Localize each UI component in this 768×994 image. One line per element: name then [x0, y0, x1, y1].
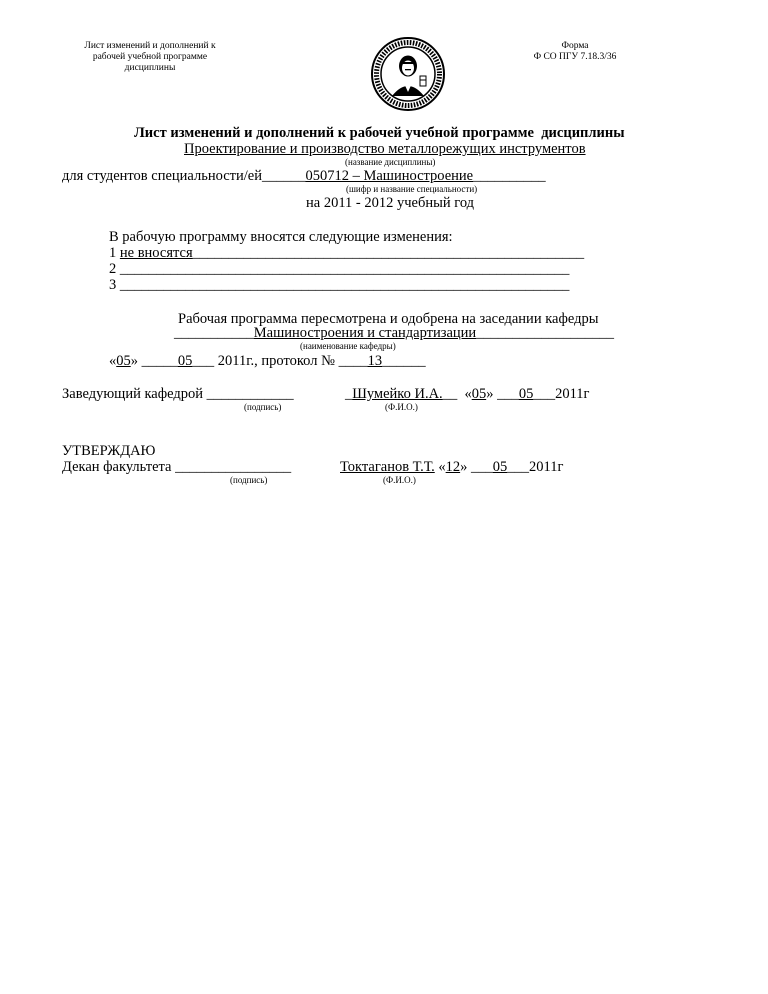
- protocol-no-fill-after: ______: [382, 353, 426, 369]
- dean-day-close: » ___: [460, 459, 493, 475]
- discipline-name: Проектирование и производство металлорежущих инструментов: [184, 141, 586, 157]
- department-fill-before: ___________: [174, 325, 254, 341]
- dean-name-date-line: [340, 459, 563, 475]
- dean-month-fill: ___: [507, 459, 529, 475]
- department-line: [174, 325, 614, 341]
- change-item-2-number: 2: [109, 261, 120, 277]
- academic-year: на 2011 - 2012 учебный год: [306, 195, 475, 211]
- change-item-3-number: 3: [109, 277, 120, 293]
- dean-day: 12: [445, 459, 461, 475]
- changes-intro: В рабочую программу вносятся следующие изменения:: [109, 229, 453, 245]
- protocol-line: [109, 353, 426, 369]
- date-open-quote: «: [109, 353, 117, 369]
- head-signature-fill: ____________: [203, 386, 294, 402]
- department-fill-after: ___________________: [476, 325, 614, 341]
- form-label: Форма: [561, 41, 589, 51]
- protocol-no-fill-before: ____: [334, 353, 368, 369]
- head-name-fill-after: __ «: [442, 386, 472, 402]
- head-label: Заведующий кафедрой: [62, 386, 204, 402]
- department-name: Машиностроения и стандартизации: [253, 325, 477, 341]
- head-day-close: » ___: [486, 386, 519, 402]
- students-prefix: для студентов специальности/ей: [62, 168, 262, 184]
- specialty-fill-before: ______: [261, 168, 306, 184]
- specialty-fill-after: __________: [473, 168, 546, 184]
- approval-statement: Рабочая программа пересмотрена и одобрена на заседании кафедры: [178, 311, 599, 327]
- header-left-block: [60, 41, 240, 74]
- document-title: Лист изменений и дополнений к рабочей учебной программе дисциплины: [134, 125, 625, 141]
- protocol-month-fill: ___: [192, 353, 218, 369]
- dean-label: Декан факультета: [62, 459, 172, 475]
- department-caption: (наименование кафедры): [300, 341, 396, 351]
- change-item-1-fill: ______________________________________________________: [192, 245, 585, 261]
- protocol-number: 13: [367, 353, 383, 369]
- protocol-year-text: 2011г., протокол №: [217, 353, 335, 369]
- dean-year: 2011г: [529, 459, 564, 475]
- approve-heading: УТВЕРЖДАЮ: [62, 443, 156, 459]
- date-close-quote: » _____: [130, 353, 178, 369]
- specialty-caption: (шифр и название специальности): [346, 184, 478, 194]
- change-item-1-text: не вносятся: [119, 245, 193, 261]
- head-day: 05: [471, 386, 487, 402]
- header-left-line3: дисциплины: [124, 63, 176, 73]
- protocol-day: 05: [116, 353, 131, 369]
- head-name-date-line: [345, 386, 589, 402]
- head-name-caption: (Ф.И.О.): [385, 402, 418, 412]
- header-left-line1: Лист изменений и дополнений к: [84, 41, 216, 51]
- head-year: 2011г: [555, 386, 590, 402]
- change-item-2: [109, 261, 569, 277]
- header-right-block: [500, 41, 650, 63]
- form-code: Ф СО ПГУ 7.18.3/36: [533, 52, 617, 62]
- university-seal-icon: [362, 18, 438, 94]
- dean-month: 05: [492, 459, 508, 475]
- change-item-1: [109, 245, 584, 261]
- head-name: Шумейко И.А.: [352, 386, 443, 402]
- head-signature-caption: (подпись): [244, 402, 282, 412]
- specialty-line: [62, 168, 546, 184]
- dean-name-caption: (Ф.И.О.): [383, 475, 416, 485]
- dean-signature-caption: (подпись): [230, 475, 268, 485]
- dean-name: Токтаганов Т.Т.: [340, 459, 435, 475]
- change-item-2-fill: ______________________________________________________________: [119, 261, 570, 277]
- change-item-3-fill: ______________________________________________________________: [119, 277, 570, 293]
- specialty-value: 050712 – Машиностроение: [305, 168, 474, 184]
- dean-day-open: «: [434, 459, 446, 475]
- dean-signature-fill: ________________: [171, 459, 292, 475]
- change-item-1-number: 1: [109, 245, 120, 261]
- head-name-fill-before: _: [345, 386, 353, 402]
- head-month: 05: [518, 386, 534, 402]
- protocol-month: 05: [177, 353, 193, 369]
- header-left-line2: рабочей учебной программе: [92, 52, 208, 62]
- head-of-department-line: [62, 386, 294, 402]
- head-month-fill: ___: [533, 386, 556, 402]
- discipline-caption: (название дисциплины): [345, 157, 436, 167]
- dean-line: [62, 459, 291, 475]
- change-item-3: [109, 277, 569, 293]
